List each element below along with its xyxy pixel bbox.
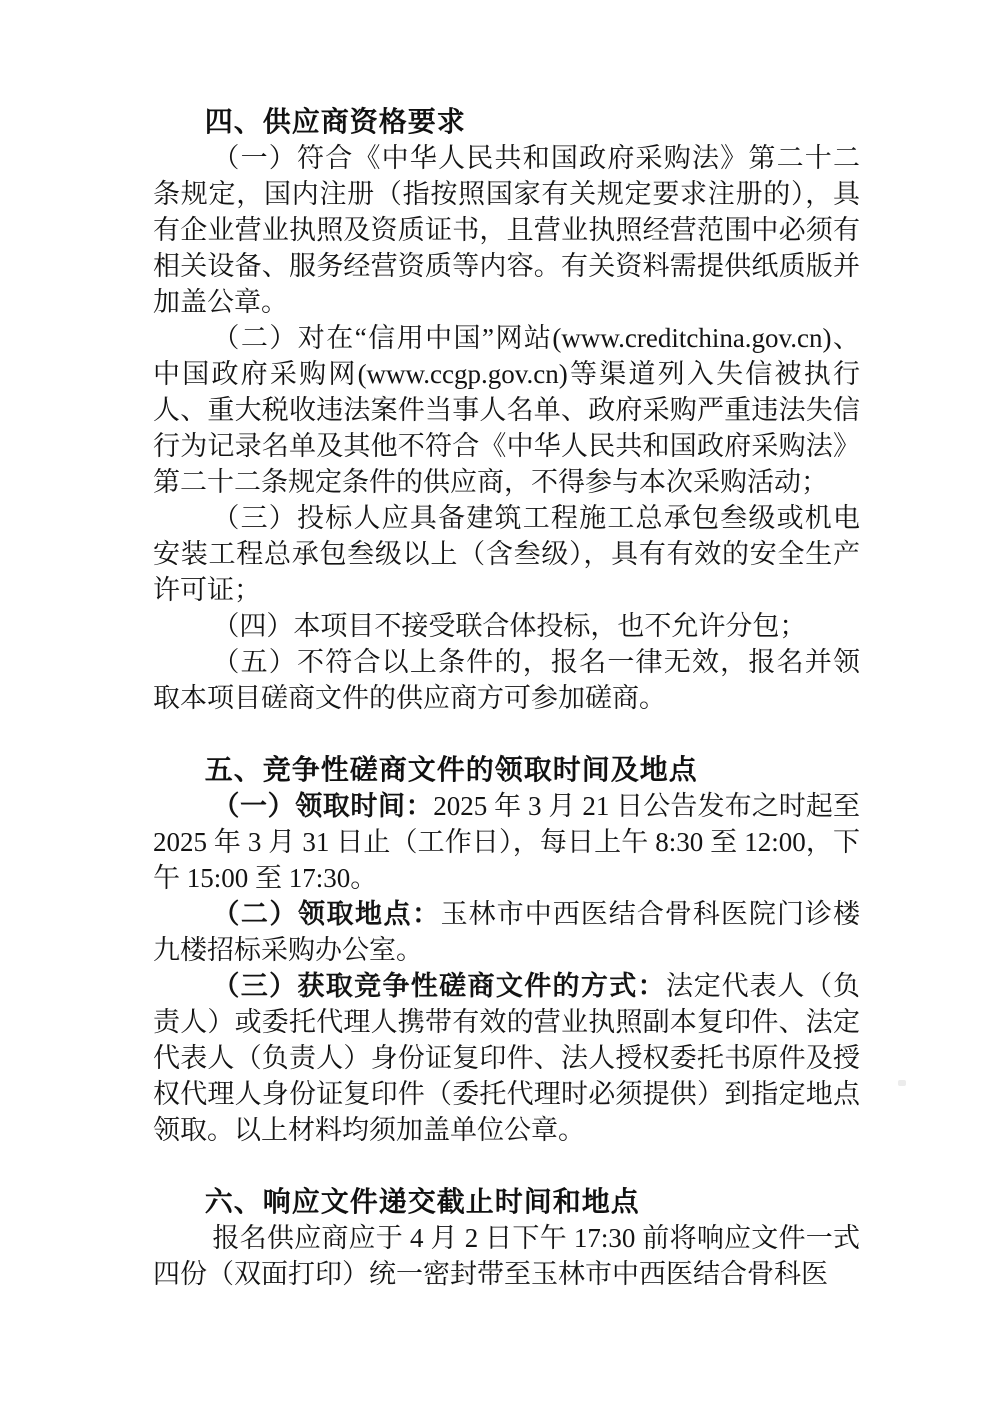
paragraph-text: 报名供应商应于 4 月 2 日下午 17:30 前将响应文件一式四份（双面打印）统一密封带至玉林市中西医结合骨科医 [153, 1223, 860, 1289]
paragraph-qualification-5 [153, 644, 860, 716]
paragraph-qualification-1 [153, 140, 860, 320]
heading-supplier-qualifications: 四、供应商资格要求 [204, 106, 466, 137]
paragraph-collection-method [153, 968, 860, 1148]
section-supplier-qualifications [153, 104, 860, 716]
paragraph-lead: （三）获取竞争性磋商文件的方式： [212, 971, 666, 1001]
paragraph-text: （二）对在“信用中国”网站(www.creditchina.gov.cn)、中国政府采购网(www.ccgp.gov.cn)等渠道列入失信被执行人、重大税收违法案件当事人名单、政府采购严重违法失信行为记录名单及其他不符合《中华人民共和国政府采购法》第二十二条规定条件的供应商，不得参与本次采购活动； [153, 323, 860, 497]
paragraph-text: 玉林市中西医结合骨科医院门诊楼九楼招标采购办公室。 [153, 899, 861, 965]
document-page [153, 104, 860, 1292]
paragraph-submission [153, 1220, 860, 1292]
heading-document-collection: 五、竞争性磋商文件的领取时间及地点 [204, 754, 698, 785]
section-document-collection [153, 752, 860, 1148]
paragraph-text: （五）不符合以上条件的，报名一律无效，报名并领取本项目磋商文件的供应商方可参加磋商。 [153, 647, 860, 713]
paragraph-collection-time [153, 788, 860, 896]
paragraph-text: （一）符合《中华人民共和国政府采购法》第二十二条规定，国内注册（指按照国家有关规定要求注册的），具有企业营业执照及资质证书，且营业执照经营范围中必须有相关设备、服务经营资质等内容。有关资料需提供纸质版并加盖公章。 [153, 143, 860, 317]
heading-submission-deadline: 六、响应文件递交截止时间和地点 [204, 1186, 640, 1217]
paragraph-lead: （一）领取时间： [212, 791, 434, 821]
paragraph-text: （四）本项目不接受联合体投标，也不允许分包； [212, 611, 807, 641]
section-submission-deadline [153, 1184, 860, 1292]
paragraph-qualification-3 [153, 500, 860, 608]
paragraph-text: 2025 年 3 月 21 日公告发布之时起至 2025 年 3 月 31 日止（工作日），每日上午 8:30 至 12:00，下午 15:00 至 17:30。 [153, 791, 861, 893]
paragraph-lead: （二）领取地点： [212, 899, 441, 929]
paragraph-qualification-4 [153, 608, 860, 644]
paragraph-text: （三）投标人应具备建筑工程施工总承包叁级或机电安装工程总承包叁级以上（含叁级），具有有效的安全生产许可证； [153, 503, 860, 605]
paragraph-text: 法定代表人（负责人）或委托代理人携带有效的营业执照副本复印件、法定代表人（负责人）身份证复印件、法人授权委托书原件及授权代理人身份证复印件（委托代理时必须提供）到指定地点领取。以上材料均须加盖单位公章。 [153, 971, 861, 1145]
scan-artifact [898, 1080, 906, 1086]
paragraph-collection-place [153, 896, 860, 968]
paragraph-qualification-2 [153, 320, 860, 500]
